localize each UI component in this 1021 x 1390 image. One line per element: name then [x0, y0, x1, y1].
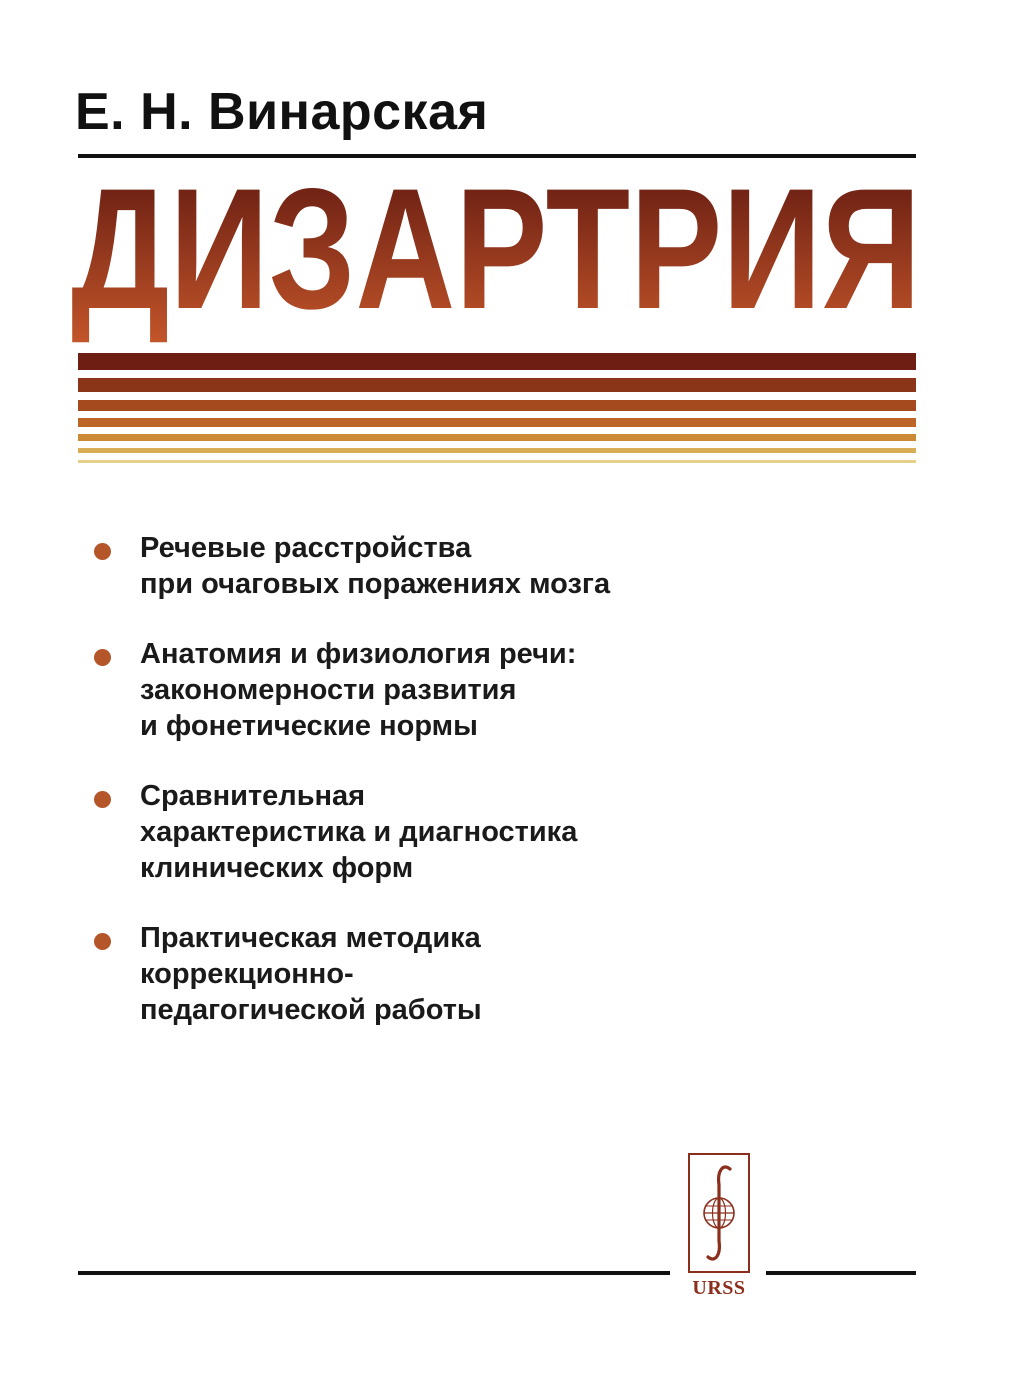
top-divider [78, 154, 916, 158]
logo-frame [688, 1153, 750, 1273]
publisher-name: URSS [692, 1277, 746, 1299]
feature-text-line: Практическая методика [140, 922, 481, 954]
bullet-dot-icon [94, 791, 111, 808]
book-title-text: ДИЗАРТРИЯ [71, 170, 921, 345]
stripe [78, 460, 916, 463]
stripe [78, 378, 916, 392]
author-name: Е. Н. Винарская [75, 83, 489, 141]
bullet-dot-icon [94, 649, 111, 666]
feature-text-line: коррекционно- [140, 958, 354, 990]
feature-text-line: и фонетические нормы [140, 710, 478, 742]
feature-item [92, 920, 812, 1028]
bullet-dot-icon [94, 933, 111, 950]
stripe [78, 434, 916, 441]
stripe [78, 418, 916, 427]
feature-item [92, 778, 812, 886]
feature-list [92, 530, 812, 1062]
feature-text-line: Речевые расстройства [140, 532, 472, 564]
feature-text-line: закономерности развития [140, 674, 517, 706]
book-title [66, 170, 926, 345]
feature-text-line: педагогической работы [140, 994, 482, 1026]
feature-item [92, 636, 812, 744]
feature-text-line: Сравнительная [140, 780, 366, 812]
feature-text-line: характеристика и диагностика [140, 816, 578, 848]
publisher-logo [688, 1153, 750, 1303]
bottom-divider-left [78, 1271, 670, 1275]
feature-item [92, 530, 812, 602]
feature-text-line: при очаговых поражениях мозга [140, 568, 611, 600]
feature-text-line: Анатомия и физиология речи: [140, 638, 577, 670]
stripe [78, 448, 916, 453]
decorative-stripes [78, 353, 916, 463]
feature-text-line: клинических форм [140, 852, 414, 884]
stripe [78, 353, 916, 370]
bottom-divider-right [766, 1271, 916, 1275]
bullet-dot-icon [94, 543, 111, 560]
integral-globe-icon [690, 1155, 748, 1271]
stripe [78, 400, 916, 411]
